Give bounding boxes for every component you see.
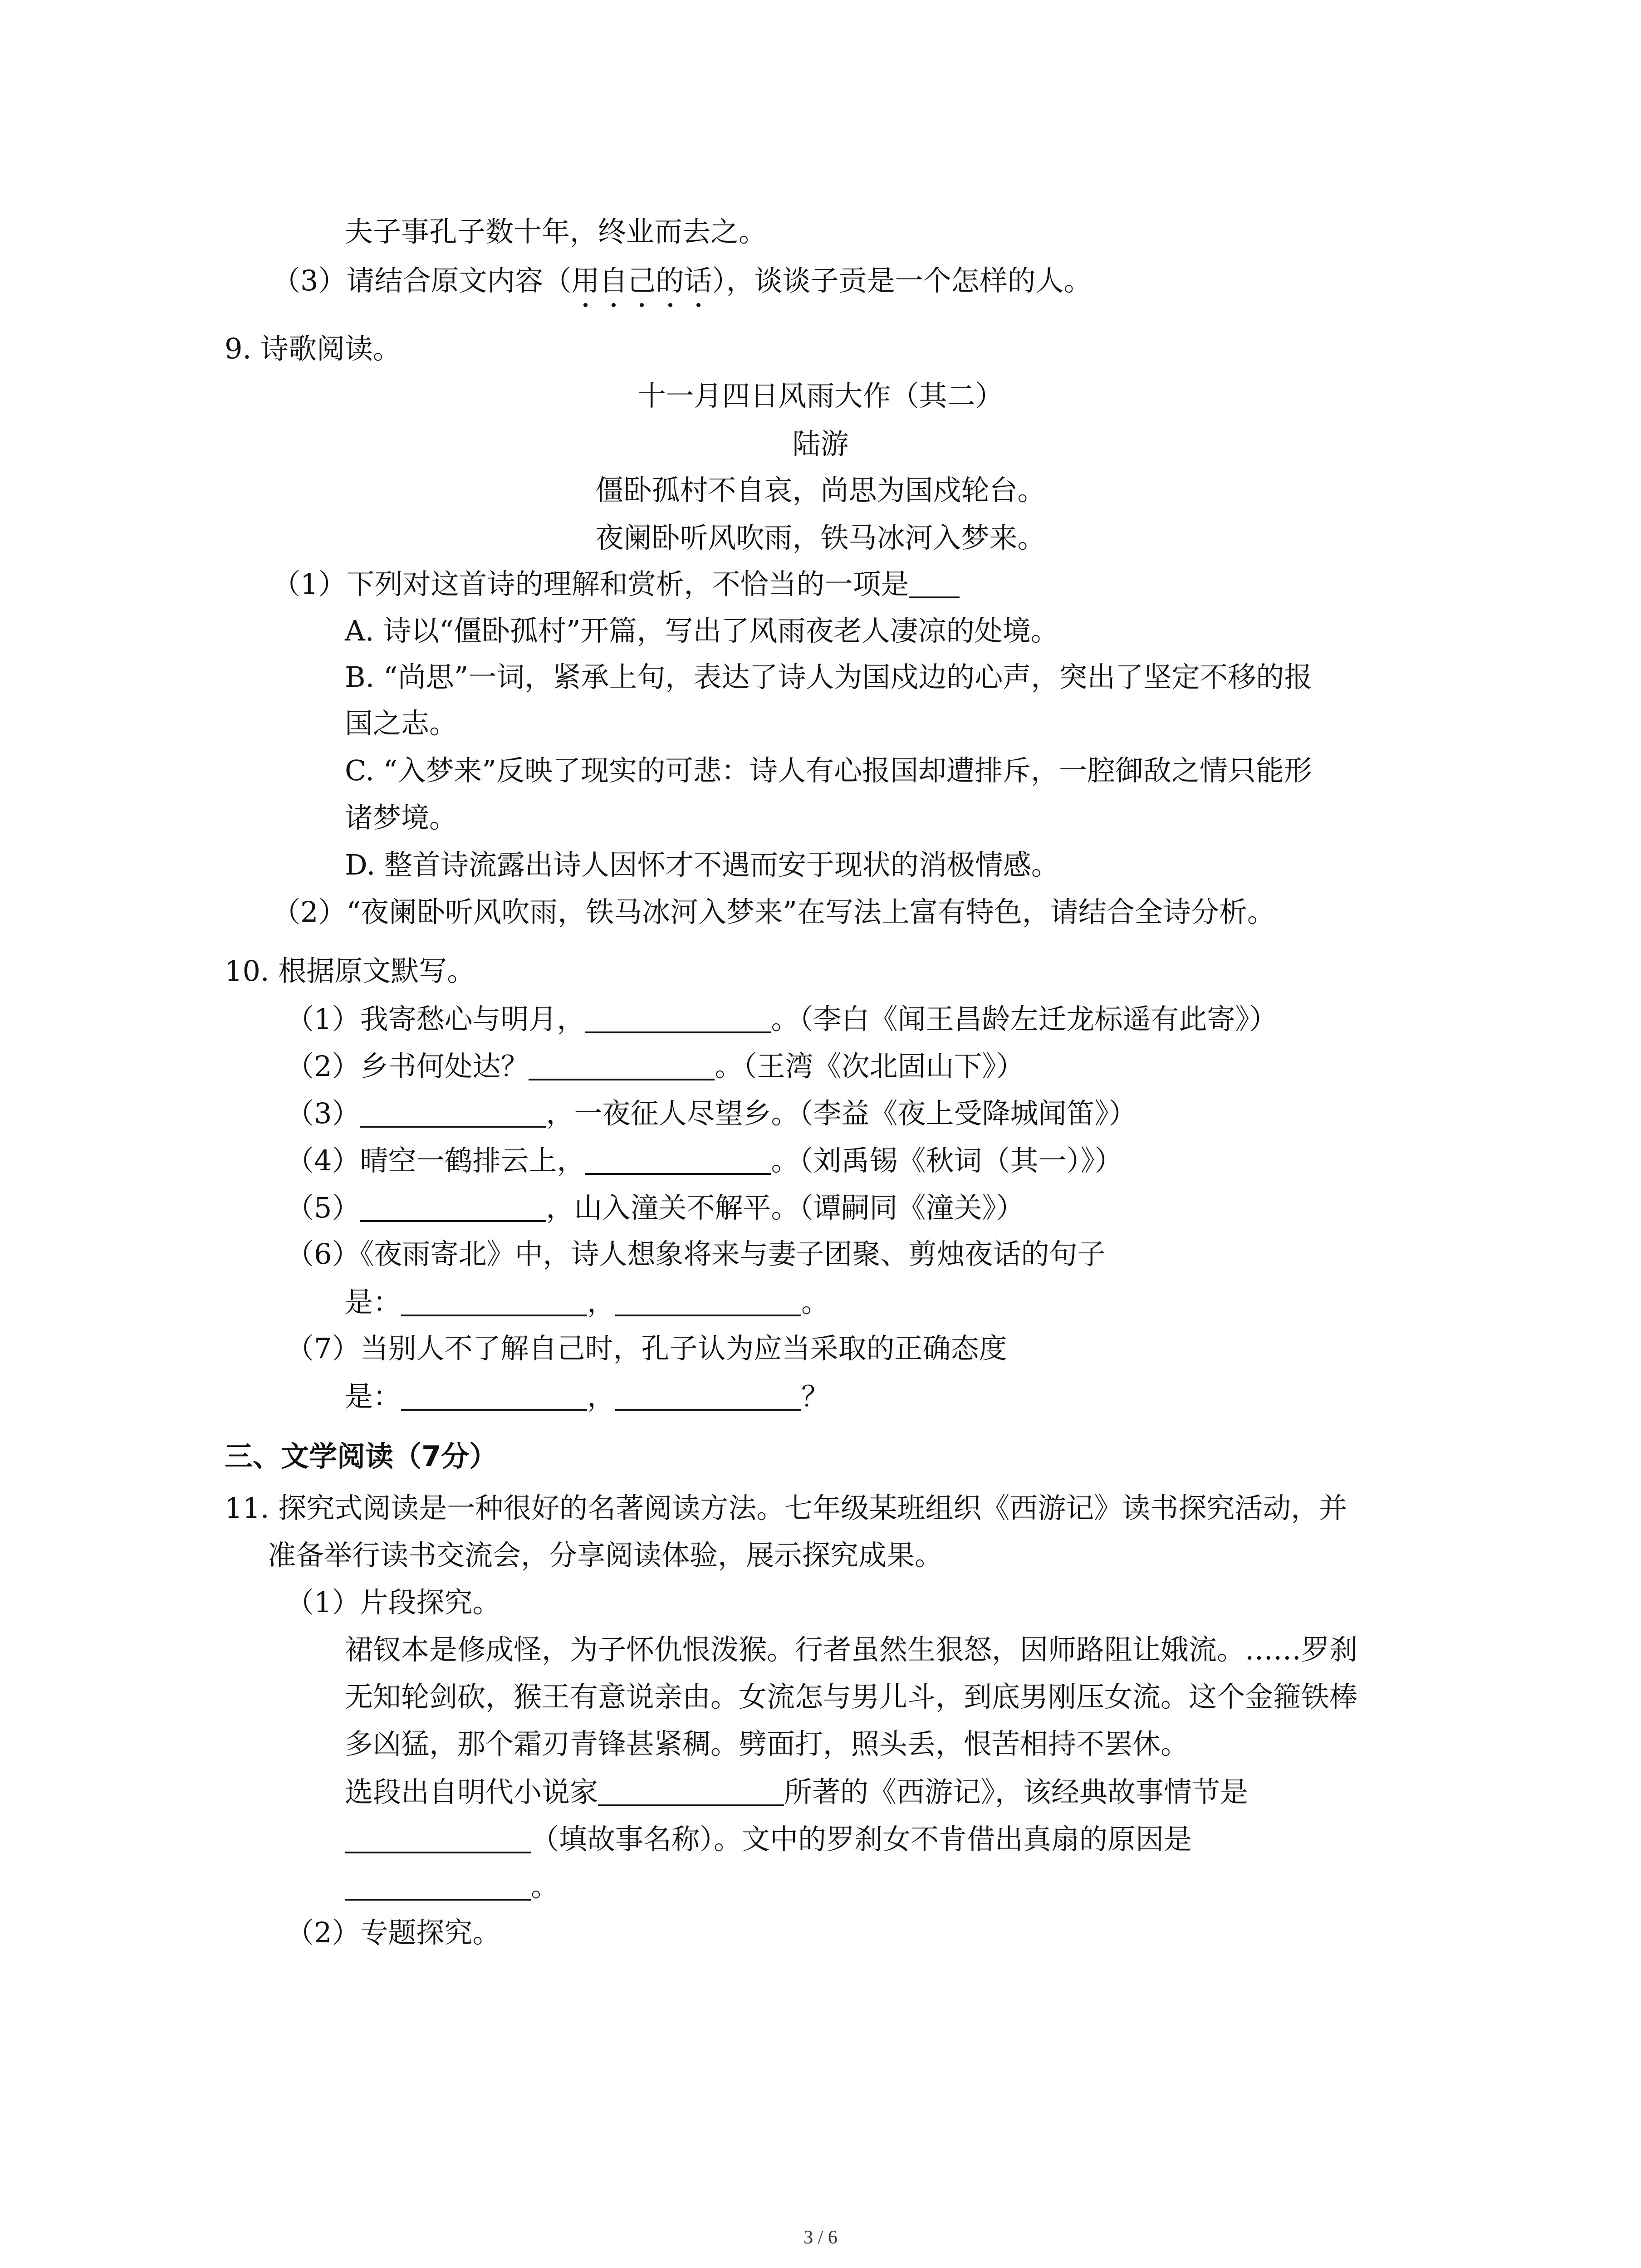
q11-sub2: （2）专题探究。 (286, 1916, 501, 1949)
page-number: 3 / 6 (803, 2227, 838, 2248)
answer-blank[interactable] (360, 1193, 546, 1222)
q10-item-7-line2 (345, 1382, 829, 1411)
q9-option-a: A. 诗以“僵卧孤村”开篇，写出了风雨夜老人凄凉的处境。 (345, 614, 1059, 647)
q11-sub1: （1）片段探究。 (286, 1586, 501, 1619)
emphasis-char: 的 (656, 264, 684, 297)
q8-sub3-emphasis (571, 264, 712, 297)
q8-sub3-post: ），谈谈子贡是一个怎样的人。 (712, 264, 1092, 297)
q11-fill-line-2 (345, 1823, 1192, 1856)
answer-blank[interactable] (585, 1004, 771, 1033)
q9-option-c-line1: C. “入梦来”反映了现实的可悲：诗人有心报国却遭排斥，一腔御敌之情只能形 (345, 754, 1313, 787)
answer-blank[interactable] (345, 1872, 531, 1901)
q10-item-5-pre: （5） (286, 1191, 360, 1224)
q10-item-3 (286, 1099, 1136, 1128)
q11-passage-line-2: 无知轮剑砍，猴王有意说亲由。女流怎与男儿斗，到底男刚压女流。这个金箍铁棒 (345, 1680, 1358, 1713)
emphasis-char: 话 (684, 264, 712, 297)
q11-passage-line-3: 多凶猛，那个霜刃青锋甚紧稠。劈面打，照头丢，恨苦相持不罢休。 (345, 1727, 1189, 1760)
q10-heading: 10. 根据原文默写。 (225, 954, 475, 987)
q11-fill-2-post: （填故事名称）。文中的罗刹女不肯借出真扇的原因是 (531, 1823, 1192, 1856)
q11-passage-line-1: 裙钗本是修成怪，为子怀仇恨泼猴。行者虽然生狠怒，因师路阻让娥流。……罗刹 (345, 1633, 1358, 1666)
q10-item-4 (286, 1146, 1122, 1175)
q11-line-1: 11. 探究式阅读是一种很好的名著阅读方法。七年级某班组织《西游记》读书探究活动，并 (225, 1491, 1347, 1525)
q9-option-b-line2: 国之志。 (345, 707, 458, 740)
q10-item-4-pre: （4）晴空一鹤排云上， (286, 1144, 585, 1177)
q11-line-2: 准备举行读书交流会，分享阅读体验，展示探究成果。 (268, 1539, 943, 1572)
answer-blank[interactable] (909, 569, 960, 598)
poem-title: 十一月四日风雨大作（其二） (637, 379, 1004, 412)
comma: ， (587, 1286, 616, 1319)
q10-item-1-pre: （1）我寄愁心与明月， (286, 1002, 585, 1036)
q10-item-6-line1: （6）《夜雨寄北》中，诗人想象将来与妻子团聚、剪烛夜话的句子 (286, 1237, 1106, 1271)
q10-item-2-post: 。（王湾《次北固山下》） (715, 1050, 1024, 1083)
q9-option-d: D. 整首诗流露出诗人因怀才不遇而安于现状的消极情感。 (345, 848, 1059, 881)
q10-item-7-prefix: 是： (345, 1380, 402, 1413)
answer-blank[interactable] (401, 1382, 587, 1411)
emphasis-char: 己 (627, 264, 656, 297)
q10-item-3-post: ，一夜征人尽望乡。（李益《夜上受降城闻笛》） (546, 1097, 1137, 1130)
q10-item-2 (286, 1050, 1024, 1083)
q11-fill-line-3 (345, 1872, 559, 1901)
emphasis-char: 用 (571, 264, 600, 297)
answer-blank[interactable] (345, 1824, 531, 1853)
q10-item-5 (286, 1193, 1024, 1222)
q10-item-5-post: ，山入潼关不解平。（谭嗣同《潼关》） (546, 1191, 1024, 1224)
answer-blank[interactable] (615, 1287, 801, 1316)
emphasis-char: 自 (599, 264, 628, 297)
poem-line-2: 夜阑卧听风吹雨，铁马冰河入梦来。 (595, 521, 1046, 554)
q9-heading: 9. 诗歌阅读。 (225, 332, 401, 365)
q10-item-1-post: 。（李白《闻王昌龄左迁龙标遥有此寄》） (771, 1002, 1278, 1036)
poem-author: 陆游 (792, 427, 849, 460)
q11-fill-3-post: 。 (531, 1870, 559, 1903)
q10-item-1 (286, 1002, 1278, 1036)
q9-option-c-line2: 诸梦境。 (345, 801, 458, 834)
q10-item-2-pre: （2）乡书何处达？ (286, 1050, 529, 1083)
answer-blank[interactable] (598, 1777, 784, 1806)
answer-blank[interactable] (529, 1051, 715, 1080)
q10-item-6-prefix: 是： (345, 1286, 402, 1319)
q8-sub3-pre: （3）请结合原文内容（ (272, 264, 572, 297)
q8-sub3 (272, 264, 1092, 297)
answer-blank[interactable] (615, 1382, 801, 1411)
answer-blank[interactable] (585, 1146, 771, 1175)
q8-quote: 夫子事孔子数十年，终业而去之。 (345, 215, 767, 248)
question-mark: ？ (801, 1380, 830, 1413)
q11-fill-line-1 (345, 1775, 1249, 1809)
poem-line-1: 僵卧孤村不自哀，尚思为国戍轮台。 (595, 474, 1046, 507)
section-3-heading: 三、文学阅读（7分） (225, 1440, 498, 1473)
q10-item-7-line1: （7）当别人不了解自己时，孔子认为应当采取的正确态度 (286, 1332, 1007, 1365)
q10-item-3-pre: （3） (286, 1097, 360, 1130)
q10-item-6-line2 (345, 1286, 830, 1319)
q9-option-b-line1: B. “尚思”一词，紧承上句，表达了诗人为国戍边的心声，突出了坚定不移的报 (345, 660, 1313, 694)
q11-fill-1-pre: 选段出自明代小说家 (345, 1775, 598, 1809)
q9-sub2: （2）“夜阑卧听风吹雨，铁马冰河入梦来”在写法上富有特色，请结合全诗分析。 (272, 895, 1275, 929)
q9-sub1 (272, 567, 960, 601)
comma: ， (587, 1380, 616, 1413)
q10-item-4-post: 。（刘禹锡《秋词（其一）》） (771, 1144, 1123, 1177)
q11-fill-1-post: 所著的《西游记》，该经典故事情节是 (784, 1775, 1249, 1809)
answer-blank[interactable] (401, 1287, 587, 1316)
period: 。 (801, 1286, 830, 1319)
answer-blank[interactable] (360, 1099, 546, 1128)
q9-sub1-text: （1）下列对这首诗的理解和赏析，不恰当的一项是 (272, 567, 909, 601)
